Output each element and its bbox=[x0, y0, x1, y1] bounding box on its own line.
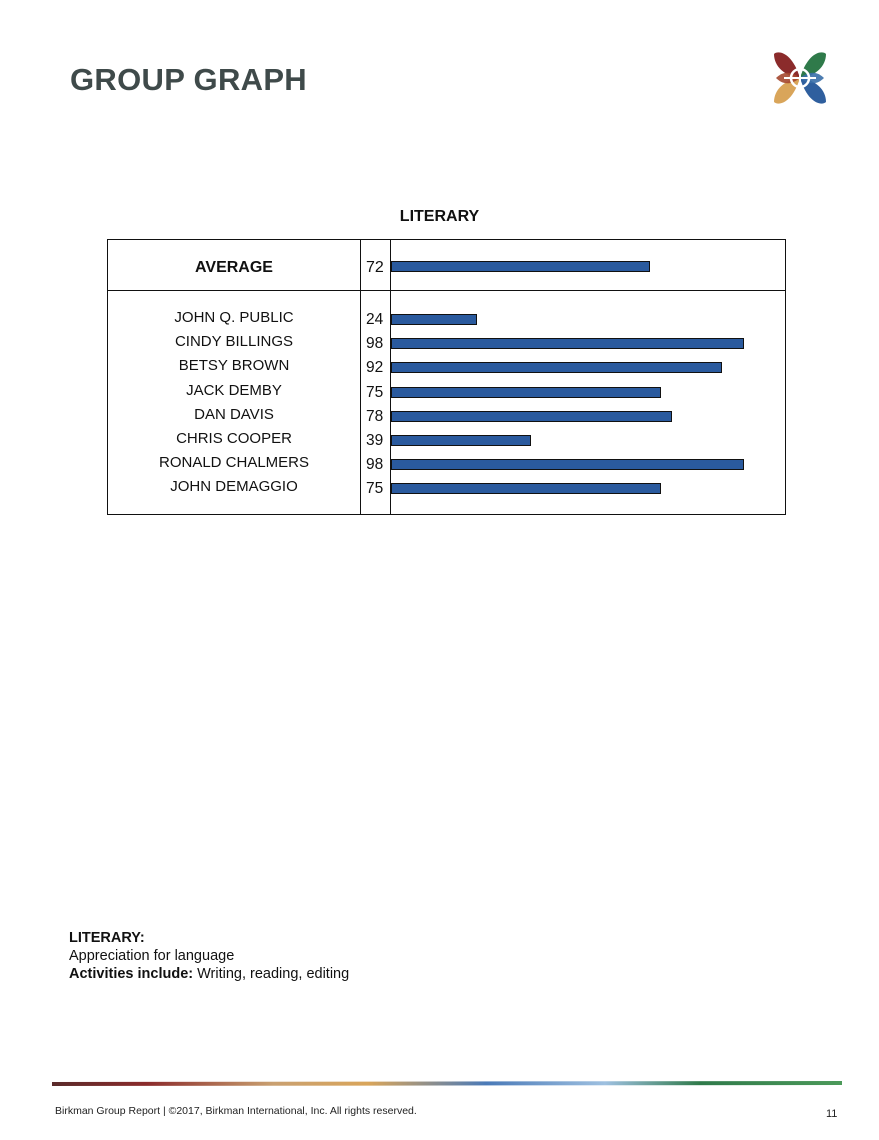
name-column-divider bbox=[360, 240, 361, 514]
member-score-bar bbox=[391, 435, 531, 446]
activities-label: Activities include: bbox=[69, 966, 194, 982]
member-score-bar bbox=[391, 314, 477, 325]
value-column-divider bbox=[390, 240, 391, 514]
member-score: 98 bbox=[366, 335, 384, 353]
member-name: JACK DEMBY bbox=[186, 381, 282, 399]
member-score: 98 bbox=[366, 456, 384, 474]
member-score-bar bbox=[391, 387, 661, 398]
member-score: 75 bbox=[366, 480, 384, 498]
description-heading: LITERARY: bbox=[69, 930, 145, 946]
birkman-logo-icon bbox=[770, 48, 830, 108]
member-score: 24 bbox=[366, 311, 384, 328]
description-text: Appreciation for language bbox=[69, 948, 235, 964]
member-name: JOHN DEMAGGIO bbox=[170, 478, 298, 496]
average-value: 72 bbox=[366, 259, 384, 276]
average-label: AVERAGE bbox=[195, 259, 273, 276]
footer-text: Birkman Group Report | ©2017, Birkman International, Inc. All rights reserved. bbox=[55, 1105, 417, 1117]
member-name: RONALD CHALMERS bbox=[158, 454, 310, 472]
description-activities bbox=[69, 965, 349, 983]
member-name: JOHN Q. PUBLIC bbox=[174, 309, 294, 326]
member-score-bar bbox=[391, 362, 722, 373]
page-number: 11 bbox=[826, 1108, 838, 1120]
average-bar bbox=[391, 261, 650, 272]
member-score: 92 bbox=[366, 359, 384, 377]
member-score: 39 bbox=[366, 432, 384, 449]
page-title: GROUP GRAPH bbox=[70, 62, 307, 97]
member-name: DAN DAVIS bbox=[194, 405, 274, 423]
member-score: 75 bbox=[366, 383, 384, 401]
member-name: BETSY BROWN bbox=[178, 357, 290, 375]
activities-text: Writing, reading, editing bbox=[193, 966, 350, 982]
member-score-bar bbox=[391, 459, 744, 470]
member-score-bar bbox=[391, 411, 672, 422]
member-score-bar bbox=[391, 338, 744, 349]
footer-stripe bbox=[52, 1079, 842, 1087]
member-name: CINDY BILLINGS bbox=[174, 333, 294, 351]
member-name: CHRIS COOPER bbox=[176, 430, 292, 447]
chart-title: LITERARY bbox=[399, 208, 480, 225]
chart-frame bbox=[107, 239, 786, 515]
member-score: 78 bbox=[366, 407, 384, 425]
category-description bbox=[69, 929, 349, 983]
average-row-divider bbox=[108, 290, 785, 291]
member-score-bar bbox=[391, 483, 661, 494]
